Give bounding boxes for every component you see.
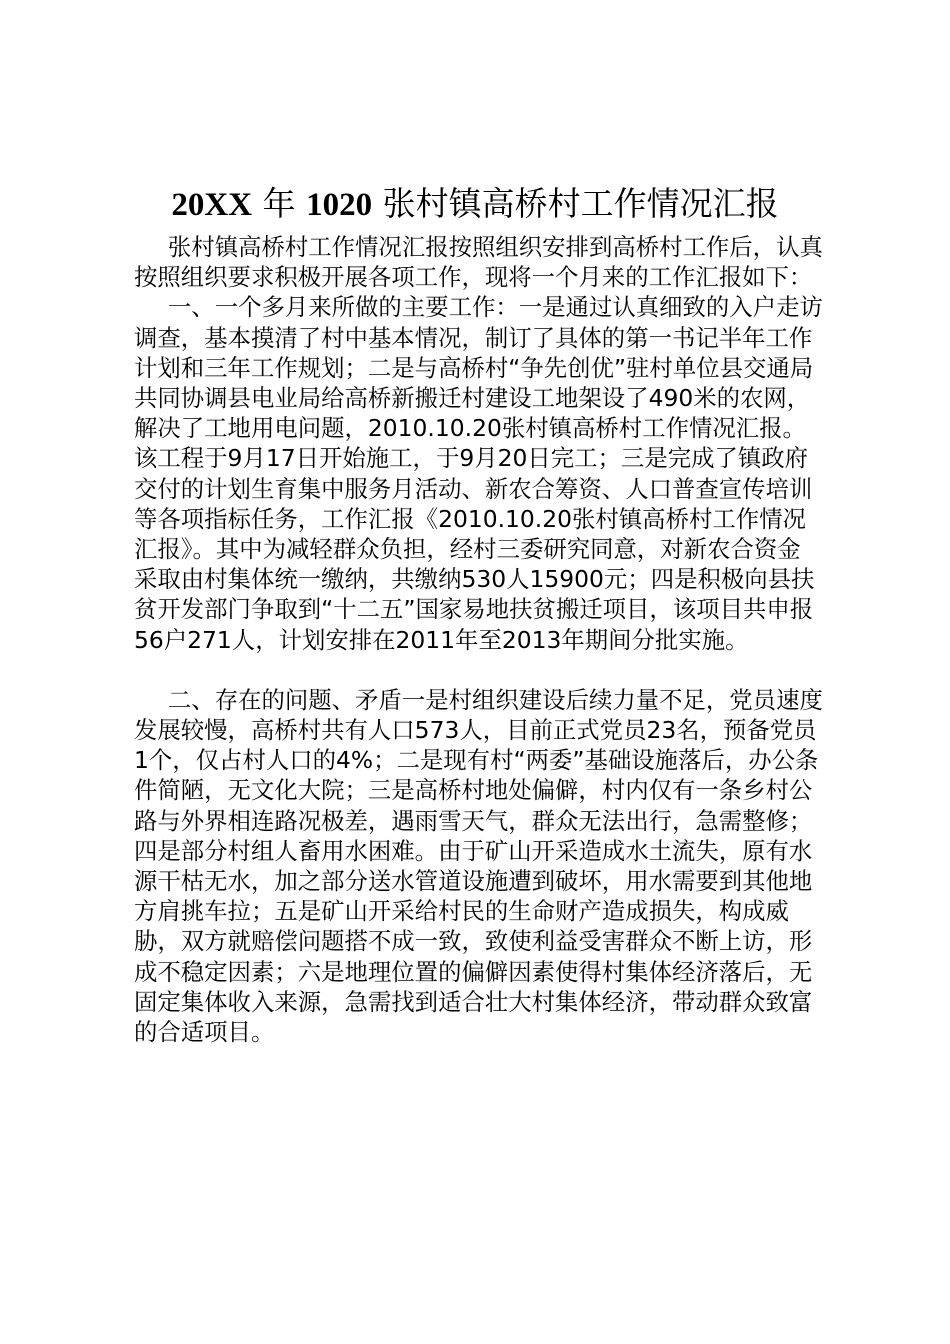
title-text: 张村镇高桥村工作情况汇报 <box>382 184 779 223</box>
work-summary-paragraph: 一、一个多月来所做的主要工作：一是通过认真细致的入户走访调查，基本摸清了村中基本情况，制订了具体的第一书记半年工作计划和三年工作规划；二是与高桥村“争先创优”驻村单位县交通局共同协调县电业局给高桥新搬迁村建设工地架设了490米的农网，解决了工地用电问题，2010.10.20张村镇高桥村工作情况汇报。该工程于9月17日开始施工，于9月20日完工；三是完成了镇政府交付的计划生育集中服务月活动、新农合筹资、人口普查宣传培训等各项指标任务，工作汇报《2010.10.20张村镇高桥村工作情况汇报》。其中为减轻群众负担，经村三委研究同意，对新农合资金采取由村集体统一缴纳，共缴纳530人15900元；四是积极向县扶贫开发部门争取到“十二五”国家易地扶贫搬迁项目，该项目共申报56户271人，计划安排在2011年至2013年期间分批实施。 <box>134 293 823 654</box>
problems-paragraph: 二、存在的问题、矛盾一是村组织建设后续力量不足，党员速度发展较慢，高桥村共有人口573人，目前正式党员23名，预备党员1个，仅占村人口的4%；二是现有村“两委”基础设施落后，办公条件简陋，无文化大院；三是高桥村地处偏僻，村内仅有一条乡村公路与外界相连路况极差，遇雨雪天气，群众无法出行，急需整修；四是部分村组人畜用水困难。由于矿山开采造成水土流失，原有水源干枯无水，加之部分送水管道设施遭到破坏，用水需要到其他地方肩挑车拉；五是矿山开采给村民的生命财产造成损失，构成威胁，双方就赔偿问题搭不成一致，致使利益受害群众不断上访，形成不稳定因素；六是地理位置的偏僻因素使得村集体经济落后，无固定集体收入来源，急需找到适合壮大村集体经济，带动群众致富的合适项目。 <box>134 685 823 1047</box>
title-number: 1020 <box>306 187 373 223</box>
title-year-code: 20XX <box>171 187 253 223</box>
intro-paragraph: 张村镇高桥村工作情况汇报按照组织安排到高桥村工作后，认真按照组织要求积极开展各项工作，现将一个月来的工作汇报如下： <box>134 233 823 292</box>
title-year-char: 年 <box>262 184 296 223</box>
document-body <box>134 232 824 1047</box>
document-title <box>0 180 950 229</box>
